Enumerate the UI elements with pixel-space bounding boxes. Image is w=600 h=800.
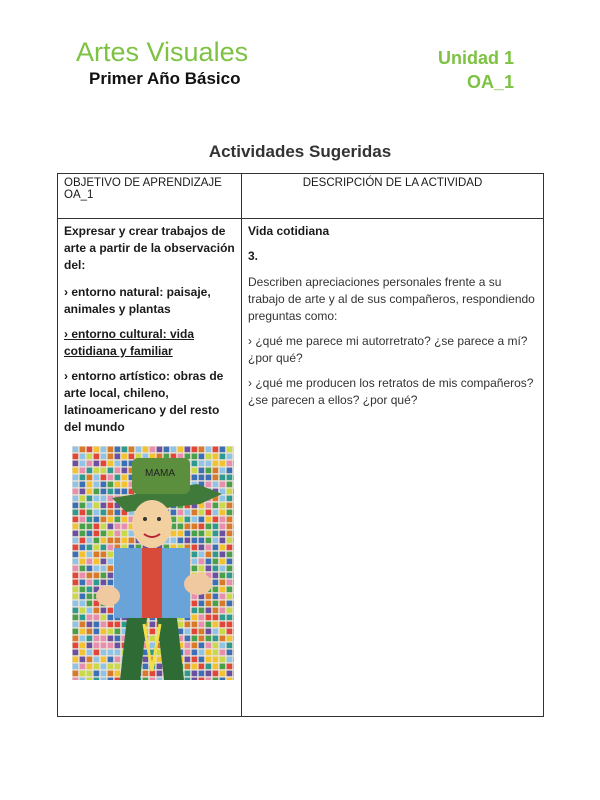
col-header-description: DESCRIPCIÓN DE LA ACTIVIDAD [242,174,544,219]
table-header-row [58,174,544,219]
objective-item-cultural: › entorno cultural: vida cotidiana y familiar [64,327,195,358]
objective-item-natural: › entorno natural: paisaje, animales y plantas [64,285,211,316]
student-artwork-image [72,446,234,680]
activity-description: Describen apreciaciones personales frente a su trabajo de arte y al de sus compañeros, respondiendo preguntas como: [248,275,535,323]
grade-title: Primer Año Básico [89,69,241,88]
activity-title: Vida cotidiana [248,224,330,238]
activity-question-1: › ¿qué me parece mi autorretrato? ¿se parece a mí? ¿por qué? [248,334,528,365]
activities-table [57,173,544,717]
artwork-left-hand [96,586,120,606]
col-header-objective: OBJETIVO DE APRENDIZAJE OA_1 [58,174,242,219]
table-row [58,219,544,717]
objective-cell [58,219,242,717]
activity-question-2: › ¿qué me producen los retratos de mis compañeros? ¿se parecen a ellos? ¿por qué? [248,376,534,407]
artwork-right-hand [184,573,212,595]
section-title: Actividades Sugeridas [208,142,392,161]
oa-label: OA_1 [466,72,514,92]
document-header-left [76,36,248,90]
subject-title: Artes Visuales [76,37,249,67]
activity-number: 3. [248,249,259,263]
description-cell [242,219,544,717]
objective-intro: Expresar y crear trabajos de arte a partir de la observación del: [64,224,235,272]
artwork-hat-label: MAMA [145,468,175,479]
objective-item-artistic: › entorno artístico: obras de arte local, chileno, latinoamericano y del resto del mundo [64,369,224,434]
unit-label: Unidad 1 [437,48,514,68]
artwork-face [132,500,172,548]
document-header-right [438,46,514,94]
